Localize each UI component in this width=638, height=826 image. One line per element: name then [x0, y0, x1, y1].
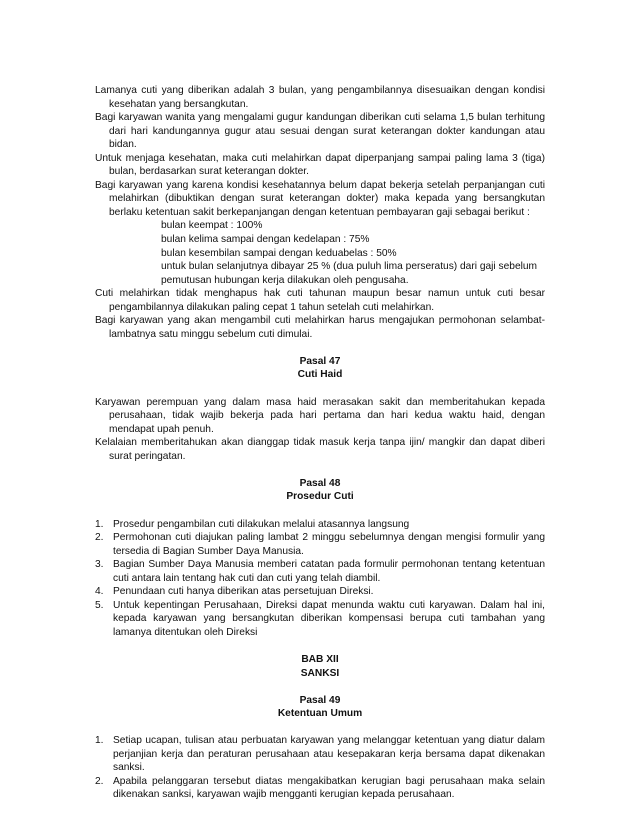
bab-title: SANKSI	[300, 667, 340, 679]
list-item: 1. Setiap ucapan, tulisan atau perbuatan karyawan yang melanggar ketentuan yang diatur dalam perjanjian kerja dan peraturan perusahaan atau kesepakaran kerja bersama dapat dikenakan sanksi.	[95, 735, 545, 774]
paragraph-pengajuan: Bagi karyawan yang akan mengambil cuti melahirkan harus mengajukan permohonan selambat-lambatnya satu minggu sebelum cuti dimulai.	[95, 315, 545, 340]
list-item: 3. Bagian Sumber Daya Manusia memberi catatan pada formulir permohonan tentang ketentuan cuti antara lain tentang hak cuti dan cuti yang telah diambil.	[95, 559, 545, 584]
pasal-48-number: Pasal 48	[299, 477, 341, 489]
paragraph-cuti-duration: Lamanya cuti yang diberikan adalah 3 bulan, yang pengambilannya disesuaikan dengan kondisi kesehatan yang bersangkutan.	[95, 85, 545, 110]
list-item: 5. Untuk kepentingan Perusahaan, Direksi dapat menunda waktu cuti karyawan. Dalam hal ini, kepada karyawan yang bersangkutan diberikan kompensasi berupa cuti tambahan yang lamanya ditentukan oleh Direksi	[95, 599, 545, 638]
pasal-47-number: Pasal 47	[299, 355, 341, 367]
pay-rule: bulan kelima sampai dengan kedelapan : 75%	[161, 234, 370, 246]
paragraph-haid: Karyawan perempuan yang dalam masa haid merasakan sakit dan memberitahukan kepada perusahaan, tidak wajib bekerja pada hari pertama dan hari kedua waktu haid, dengan mendapat upah penuh.	[95, 396, 545, 435]
pasal-47-title: Cuti Haid	[297, 369, 343, 381]
paragraph-kelalaian: Kelalaian memberitahukan akan dianggap tidak masuk kerja tanpa ijin/ mangkir dan dapat diberi surat peringatan.	[95, 437, 545, 462]
paragraph-cuti-tahunan: Cuti melahirkan tidak menghapus hak cuti tahunan maupun besar namun untuk cuti besar pengambilannya dilakukan paling cepat 1 tahun setelah cuti melahirkan.	[95, 288, 545, 313]
bab-number: BAB XII	[301, 653, 339, 665]
paragraph-perpanjangan: Untuk menjaga kesehatan, maka cuti melahirkan dapat diperpanjang sampai paling lama 3 (tiga) bulan, berdasarkan surat keterangan dokter.	[95, 152, 545, 178]
list-item: 1. Prosedur pengambilan cuti dilakukan melalui atasannya langsung	[95, 518, 410, 530]
list-item: 4. Penundaan cuti hanya diberikan atas persetujuan Direksi.	[95, 586, 374, 598]
pasal-49-number: Pasal 49	[299, 694, 341, 706]
pay-rule: pemutusan hubungan kerja dilakukan oleh pengusaha.	[161, 274, 409, 286]
list-item: 2. Apabila pelanggaran tersebut diatas mengakibatkan kerugian bagi perusahaan maka selain dikenakan sanksi, karyawan wajib mengganti kerugian kepada perusahaan.	[95, 775, 545, 801]
paragraph-sakit-berkepanjangan: Bagi karyawan yang karena kondisi kesehatannya belum dapat bekerja setelah perpanjangan cuti melahirkan (dibuktikan dengan surat keterangan dokter) maka kepada yang bersangkutan berlaku ketentuan sakit berkepanjangan dengan ketentuan pembayaran gaji sebagai berikut :	[95, 179, 545, 218]
document-page	[95, 84, 545, 802]
pay-rule: bulan keempat : 100%	[161, 220, 263, 232]
paragraph-gugur-kandungan: Bagi karyawan wanita yang mengalami gugur kandungan diberikan cuti selama 1,5 bulan terhitung dari hari kandungannya gugur atau sesuai dengan surat keterangan dokter kandungan atau bidan.	[95, 112, 545, 151]
pasal-49-title: Ketentuan Umum	[277, 708, 363, 720]
list-item: 2. Permohonan cuti diajukan paling lambat 2 minggu sebelumnya dengan mengisi formulir yang tersedia di Bagian Sumber Daya Manusia.	[95, 532, 545, 557]
pay-rule: bulan kesembilan sampai dengan keduabelas : 50%	[161, 247, 397, 259]
pay-rule: untuk bulan selanjutnya dibayar 25 % (dua puluh lima perseratus) dari gaji sebelum	[161, 261, 538, 273]
pasal-48-title: Prosedur Cuti	[286, 491, 354, 503]
